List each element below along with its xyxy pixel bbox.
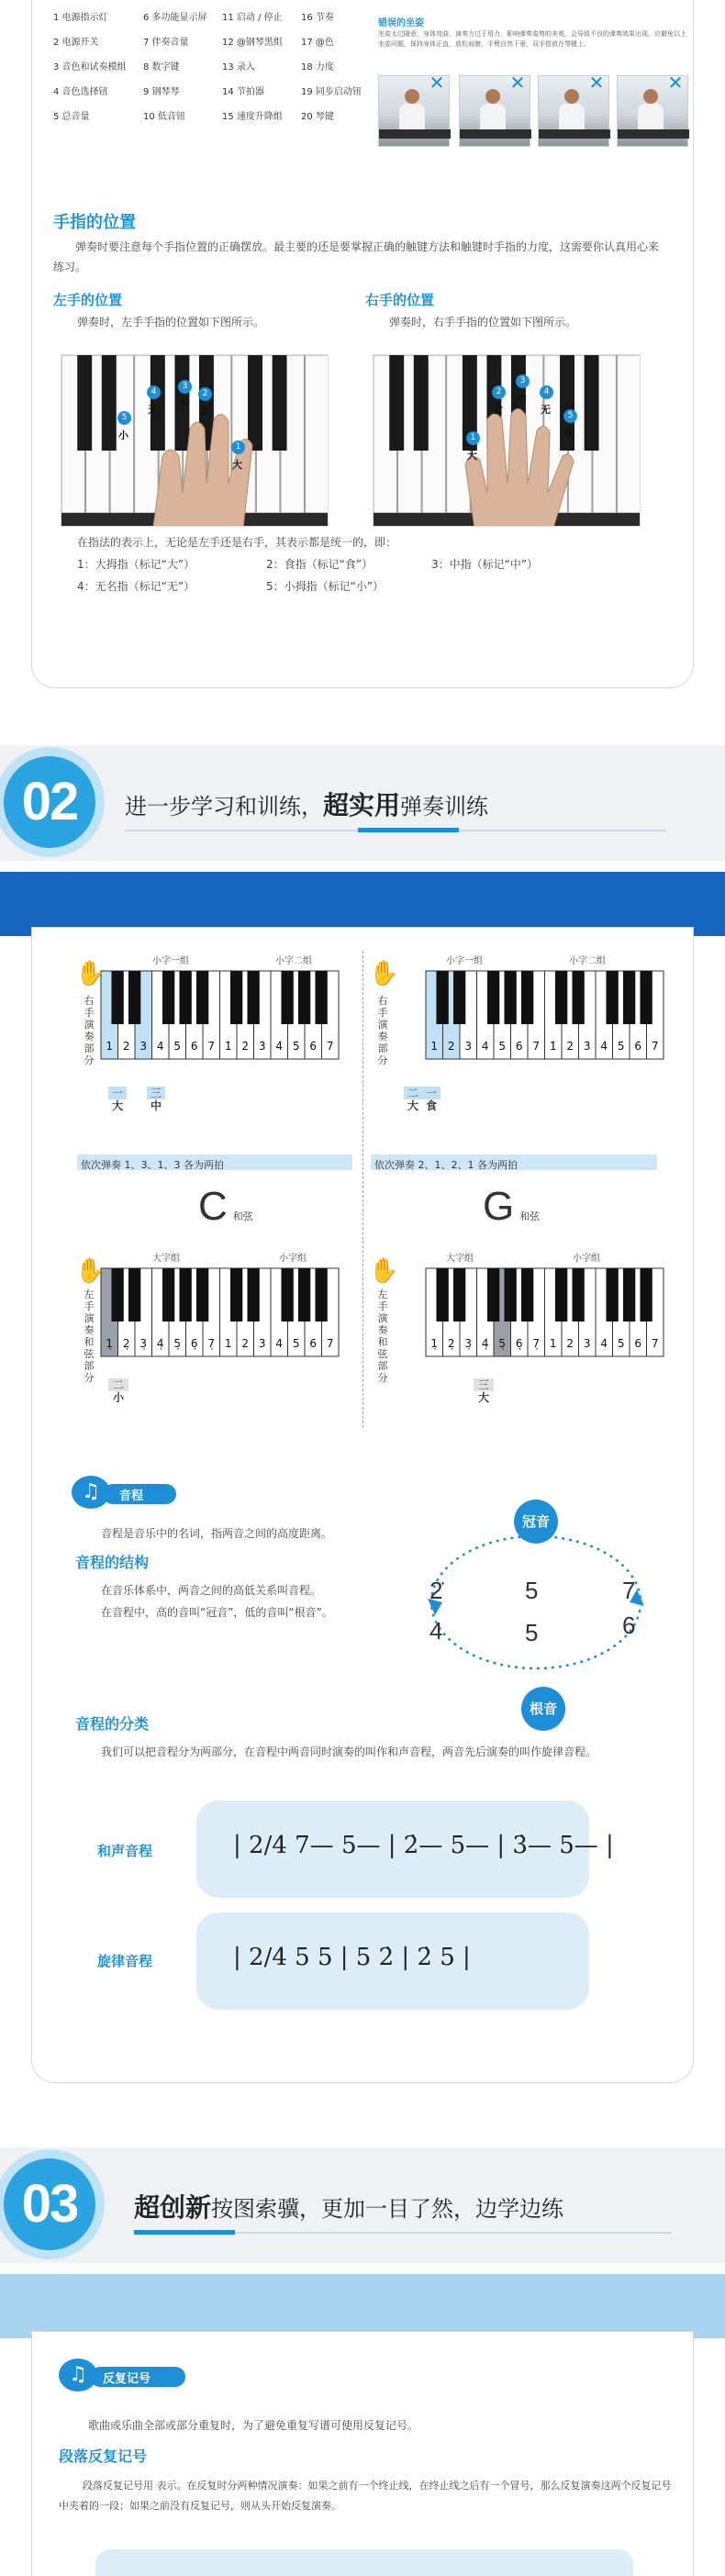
black-key: [248, 355, 262, 451]
black-key: [298, 971, 310, 1024]
black-key: [102, 355, 117, 451]
key-number: 4̣: [156, 1337, 164, 1350]
key-number: 2: [122, 1040, 130, 1053]
wrong-mark-icon: ✕: [429, 72, 445, 94]
repeat-badge: ♫ 反复记号: [59, 2359, 196, 2392]
interval-structure-desc-2: 在音程中，高的音叫“冠音”，低的音叫“根音”。: [101, 1606, 333, 1619]
white-key: [305, 355, 329, 513]
key-number: 6: [634, 1337, 642, 1350]
right-hand-icon: ✋: [75, 960, 106, 987]
instruction-bar: 依次弹奏 2、1、2、1 各为两拍: [371, 1154, 657, 1170]
black-key: [230, 1268, 242, 1321]
black-key: [436, 971, 448, 1024]
finger-label: 无: [541, 404, 551, 416]
key-number: 1̣: [430, 1337, 439, 1350]
segment-repeat-desc: 段落反复记号用 表示。在反复时分两种情况演奏：如果之前有一个终止线，在终止线之后有一个冒号，那么反复演奏这两个反复记号中夹着的一段；如果之前没有反复记号，则从头开始反复演奏。: [59, 2480, 672, 2512]
finger-def-4: 4：无名指（标记“无”）: [77, 580, 195, 593]
function-item: 19 同步启动钮: [301, 87, 362, 97]
left-hand-title: 左手的位置: [53, 292, 123, 308]
key-number: 6: [309, 1337, 318, 1350]
key-number: 4̣: [481, 1337, 489, 1350]
black-key: [487, 971, 499, 1024]
interval-structure-title: 音程的结构: [75, 1554, 150, 1571]
finger-number: 4: [540, 385, 553, 399]
key-number: 1̇: [549, 1040, 557, 1053]
key-number: 5: [498, 1040, 507, 1053]
function-item: 9 钢琴琴: [143, 87, 180, 97]
black-key: [281, 1268, 293, 1321]
function-item: 13 录入: [222, 62, 255, 72]
finger-number: 4: [147, 385, 161, 399]
key-number: 1̇: [224, 1040, 232, 1053]
function-item: 11 启动 / 停止: [222, 13, 283, 23]
finger-label: 大: [232, 459, 242, 471]
root-note-node: 根音: [521, 1687, 565, 1731]
black-key: [436, 1268, 448, 1321]
function-item: 7 伴奏音量: [143, 38, 189, 48]
black-key: [487, 1268, 499, 1321]
finger-number: 3: [178, 380, 192, 394]
key-number: 6̣: [515, 1337, 523, 1350]
function-item: 20 琴键: [301, 112, 334, 122]
black-key: [623, 1268, 635, 1321]
key-number: 4̇: [275, 1040, 284, 1053]
melodic-score: | 2/4 5 5 | 5 2̇ | 2̇ 5 |: [233, 1944, 471, 1971]
left-hand-part-label: 左手演奏和弦部分: [84, 1288, 95, 1384]
finger-number: 2: [492, 385, 506, 399]
section-02-header: [0, 745, 725, 861]
key-number: 7: [326, 1337, 334, 1350]
crown-note-node: 冠音: [514, 1500, 558, 1544]
key-number: 5̣: [173, 1337, 182, 1350]
title-underline-accent: [134, 2230, 235, 2235]
key-number: 1: [549, 1337, 557, 1350]
black-key: [247, 1268, 259, 1321]
right-hand-icon: ✋: [369, 960, 399, 987]
keyboard-diagram: [73, 1255, 349, 1366]
finger-def-5: 5：小拇指（标记“小”）: [266, 580, 385, 593]
function-item: 4 音色选择钮: [53, 87, 108, 97]
instruction-bar: 依次弹奏 1、3、1、3 各为两拍: [77, 1154, 352, 1170]
key-number: 7: [532, 1040, 541, 1053]
octave-label: 小字组: [279, 1254, 307, 1264]
segment-repeat-title: 段落反复记号: [59, 2448, 148, 2465]
black-key: [521, 971, 533, 1024]
white-key: [617, 355, 641, 513]
interval-definition: 音程是音乐中的名词，指两音之间的高度距离。: [101, 1527, 333, 1540]
key-number: 2̇: [566, 1040, 574, 1053]
black-key: [623, 971, 635, 1024]
octave-label: 大字组: [446, 1254, 474, 1264]
key-number: 7̇: [326, 1040, 334, 1053]
key-number: 1̣: [106, 1337, 114, 1350]
right-hand-photo: [373, 354, 641, 527]
black-key: [273, 355, 287, 451]
key-number: 7̇: [651, 1040, 659, 1053]
finger-note: 二 大: [404, 1087, 422, 1112]
keyboard-illustration: [374, 355, 641, 527]
black-key: [162, 971, 174, 1024]
music-note-icon: ♫: [72, 1476, 110, 1509]
key-number: 4: [156, 1040, 164, 1053]
left-hand-part-label: 左手演奏和弦部分: [377, 1288, 388, 1384]
key-number: 5: [173, 1040, 182, 1053]
key-number: 3̇: [258, 1040, 266, 1053]
key-number: 5: [292, 1337, 300, 1350]
section-03-band: [0, 2274, 725, 2338]
right-hand-part-label: 右手演奏部分: [84, 995, 95, 1066]
chord-title: G和弦: [483, 1184, 541, 1229]
function-item: 17 @色: [301, 38, 334, 48]
key-number: 2: [447, 1040, 455, 1053]
finger-number: 1: [466, 431, 480, 445]
key-number: 4: [481, 1040, 489, 1053]
black-key: [111, 1268, 123, 1321]
finger-def-3: 3：中指（标记“中”）: [431, 558, 539, 571]
example-box: [95, 2549, 633, 2576]
key-number: 3̇: [583, 1040, 591, 1053]
key-number: 3: [583, 1337, 591, 1350]
black-key: [521, 1268, 533, 1321]
harmonic-interval-label: 和声音程: [97, 1843, 153, 1859]
function-item: 14 节拍器: [222, 87, 264, 97]
key-number: 3̣: [464, 1337, 473, 1350]
section-number: 03: [21, 2174, 78, 2234]
black-key: [179, 1268, 191, 1321]
black-key: [196, 971, 208, 1024]
key-number: 6̣: [190, 1337, 198, 1350]
finger-number: 5: [563, 409, 577, 423]
key-number: 6̇: [309, 1040, 318, 1053]
black-key: [572, 1268, 584, 1321]
section-03-header: [0, 2147, 725, 2263]
finger-number: 5: [117, 411, 131, 425]
black-key: [128, 1268, 140, 1321]
key-number: 1: [430, 1040, 439, 1053]
key-number: 2̣: [122, 1337, 130, 1350]
finger-label: 大: [467, 450, 477, 462]
finger-def-1: 1：大拇指（标记“大”）: [77, 558, 195, 571]
black-key: [606, 1268, 618, 1321]
key-number: 5̇: [617, 1040, 625, 1053]
key-number: 3̣: [139, 1337, 148, 1350]
function-item: 3 音色和试奏模组: [53, 62, 127, 72]
left-hand-photo: [61, 354, 329, 527]
octave-label: 小字二组: [275, 956, 312, 966]
black-key: [315, 1268, 327, 1321]
function-item: 10 低音钮: [143, 112, 185, 122]
key-number: 2̣: [447, 1337, 455, 1350]
function-item: 2 电源开关: [53, 38, 99, 48]
finger-note: 三 大: [474, 1378, 494, 1404]
key-number: 2: [566, 1337, 574, 1350]
key-number: 5̣: [498, 1337, 507, 1350]
key-number: 7: [207, 1040, 216, 1053]
finger-number: 2: [198, 387, 212, 401]
finger-label: 无: [148, 404, 158, 416]
finger-note: 一 大: [108, 1087, 127, 1112]
left-hand-desc: 弹奏时，左手手指的位置如下图所示。: [77, 316, 265, 329]
wrong-mark-icon: ✕: [667, 72, 684, 94]
black-key: [162, 1268, 174, 1321]
title-underline-accent: [358, 828, 459, 832]
key-number: 1: [224, 1337, 232, 1350]
harmonic-score: | 2/4 7— 5— | 2̇— 5— | 3̇— 5— |: [233, 1832, 614, 1859]
octave-label: 小字组: [573, 1254, 600, 1264]
key-number: 5: [617, 1337, 625, 1350]
black-key: [247, 971, 259, 1024]
keyboard-illustration: [61, 355, 329, 527]
interval-upper-note: 2̇: [429, 1577, 443, 1604]
black-key: [453, 971, 465, 1024]
finger-position-title: 手指的位置: [53, 213, 136, 232]
panel-divider: [362, 951, 363, 1428]
interval-lower-note: 6: [622, 1611, 636, 1639]
section-number: 02: [21, 772, 78, 831]
key-number: 5̇: [292, 1040, 300, 1053]
black-key: [640, 1268, 652, 1321]
key-number: 7̣: [207, 1337, 216, 1350]
function-item: 1 电源指示灯: [53, 13, 108, 23]
function-item: 16 节奏: [301, 13, 334, 23]
octave-label: 小字一组: [152, 956, 189, 966]
interval-class-title: 音程的分类: [75, 1715, 150, 1733]
black-key: [555, 1268, 567, 1321]
finger-label: 小: [118, 429, 128, 441]
section-title: 超创新按图索骥，更加一目了然，边学边练: [134, 2192, 564, 2223]
wrong-mark-icon: ✕: [509, 72, 526, 94]
right-hand-part-label: 右手演奏部分: [377, 995, 388, 1066]
octave-label: 大字组: [152, 1254, 180, 1264]
left-hand-icon: ✋: [75, 1257, 106, 1285]
keyboard-diagram: [73, 958, 349, 1068]
black-key: [504, 1268, 516, 1321]
black-key: [504, 971, 516, 1024]
black-key: [555, 971, 567, 1024]
right-hand-desc: 弹奏时，右手手指的位置如下图所示。: [389, 316, 577, 329]
finger-label: 中: [517, 393, 527, 405]
key-number: 6: [190, 1040, 198, 1053]
finger-label: 中: [179, 398, 189, 410]
right-hand-title: 右手的位置: [365, 292, 435, 308]
black-key: [453, 1268, 465, 1321]
finger-label: 小: [564, 428, 574, 440]
finger-note: 三 中: [147, 1087, 165, 1112]
finger-note: 一 食: [422, 1087, 441, 1112]
key-number: 2̇: [241, 1040, 250, 1053]
wrong-mark-icon: ✕: [588, 72, 605, 94]
black-key: [606, 971, 618, 1024]
music-note-icon: ♫: [59, 2359, 97, 2392]
black-key: [111, 971, 123, 1024]
key-number: 4: [600, 1337, 608, 1350]
interval-upper-note: 5: [525, 1577, 539, 1604]
wrong-posture-desc: 坐姿太过随意，身体弯曲，演奏力过于用力，影响弹奏姿势的美观，会导致不良的弹奏效果出现。应避免以上坐姿问题，保持身体正直，放松肩膀，手臂自然下垂，双手搭放在琴键上。: [378, 30, 686, 48]
function-item: 6 多功能显示屏: [143, 13, 207, 23]
black-key: [414, 355, 429, 451]
finger-number: 3: [516, 374, 530, 388]
keyboard-diagram: [398, 1255, 674, 1366]
key-number: 4: [275, 1337, 284, 1350]
key-number: 4̇: [600, 1040, 608, 1053]
finger-label: 食: [199, 406, 209, 418]
black-key: [128, 971, 140, 1024]
black-key: [389, 355, 404, 451]
keyboard-diagram: [398, 958, 674, 1068]
interval-class-desc: 我们可以把音程分为两部分，在音程中两音同时演奏的叫作和声音程，两音先后演奏的叫作旋律音程。: [101, 1745, 597, 1758]
black-key: [315, 971, 327, 1024]
melodic-interval-label: 旋律音程: [97, 1953, 153, 1969]
finger-label: 食: [493, 404, 503, 416]
finger-position-intro: 弹奏时要注意每个手指位置的正确摆放。最主要的还是要掌握正确的触键方法和触键时手指的力度，这需要你认真用心来练习。: [53, 240, 660, 273]
interval-lower-note: 5: [525, 1619, 539, 1646]
finger-note-line: 在指法的表示上，无论是左手还是右手，其表示都是统一的，即：: [77, 536, 397, 549]
black-key: [298, 1268, 310, 1321]
black-key: [179, 971, 191, 1024]
key-number: 3: [464, 1040, 473, 1053]
black-key: [77, 355, 92, 451]
key-number: 3: [139, 1040, 148, 1053]
function-list: [53, 9, 362, 138]
function-item: 5 总音量: [53, 112, 90, 122]
interval-badge: ♫ 音程: [72, 1476, 182, 1509]
key-number: 1: [106, 1040, 114, 1053]
black-key: [281, 971, 293, 1024]
black-key: [196, 1268, 208, 1321]
black-key: [640, 971, 652, 1024]
octave-label: 小字一组: [446, 956, 483, 966]
key-number: 2: [241, 1337, 250, 1350]
key-number: 6: [515, 1040, 523, 1053]
left-hand-icon: ✋: [369, 1257, 399, 1285]
key-number: 3: [258, 1337, 266, 1350]
function-item: 8 数字键: [143, 62, 180, 72]
finger-number: 1: [231, 440, 245, 454]
section-title: 进一步学习和训练，超实用弹奏训练: [125, 790, 489, 820]
function-item: 12 @钢琴黑组: [222, 38, 283, 48]
octave-label: 小字二组: [569, 956, 606, 966]
finger-note: 二 小: [108, 1378, 128, 1404]
function-item: 15 速度升降组: [222, 112, 283, 122]
chord-title: C和弦: [198, 1184, 253, 1229]
finger-def-2: 2：食指（标记“食”）: [266, 558, 374, 571]
key-number: 6̇: [634, 1040, 642, 1053]
repeat-desc: 歌曲或乐曲全部或部分重复时，为了避免重复写谱可使用反复记号。: [88, 2419, 419, 2432]
black-key: [585, 355, 599, 451]
interval-structure-desc-1: 在音乐体系中，两音之间的高低关系叫音程。: [101, 1584, 322, 1597]
interval-lower-note: 4: [429, 1617, 443, 1645]
black-key: [572, 971, 584, 1024]
interval-upper-note: 7: [622, 1577, 636, 1604]
wrong-posture-title: 错误的坐姿: [378, 18, 424, 28]
key-number: 7̣: [532, 1337, 541, 1350]
black-key: [230, 971, 242, 1024]
function-item: 18 力度: [301, 62, 334, 72]
key-number: 7: [651, 1337, 659, 1350]
